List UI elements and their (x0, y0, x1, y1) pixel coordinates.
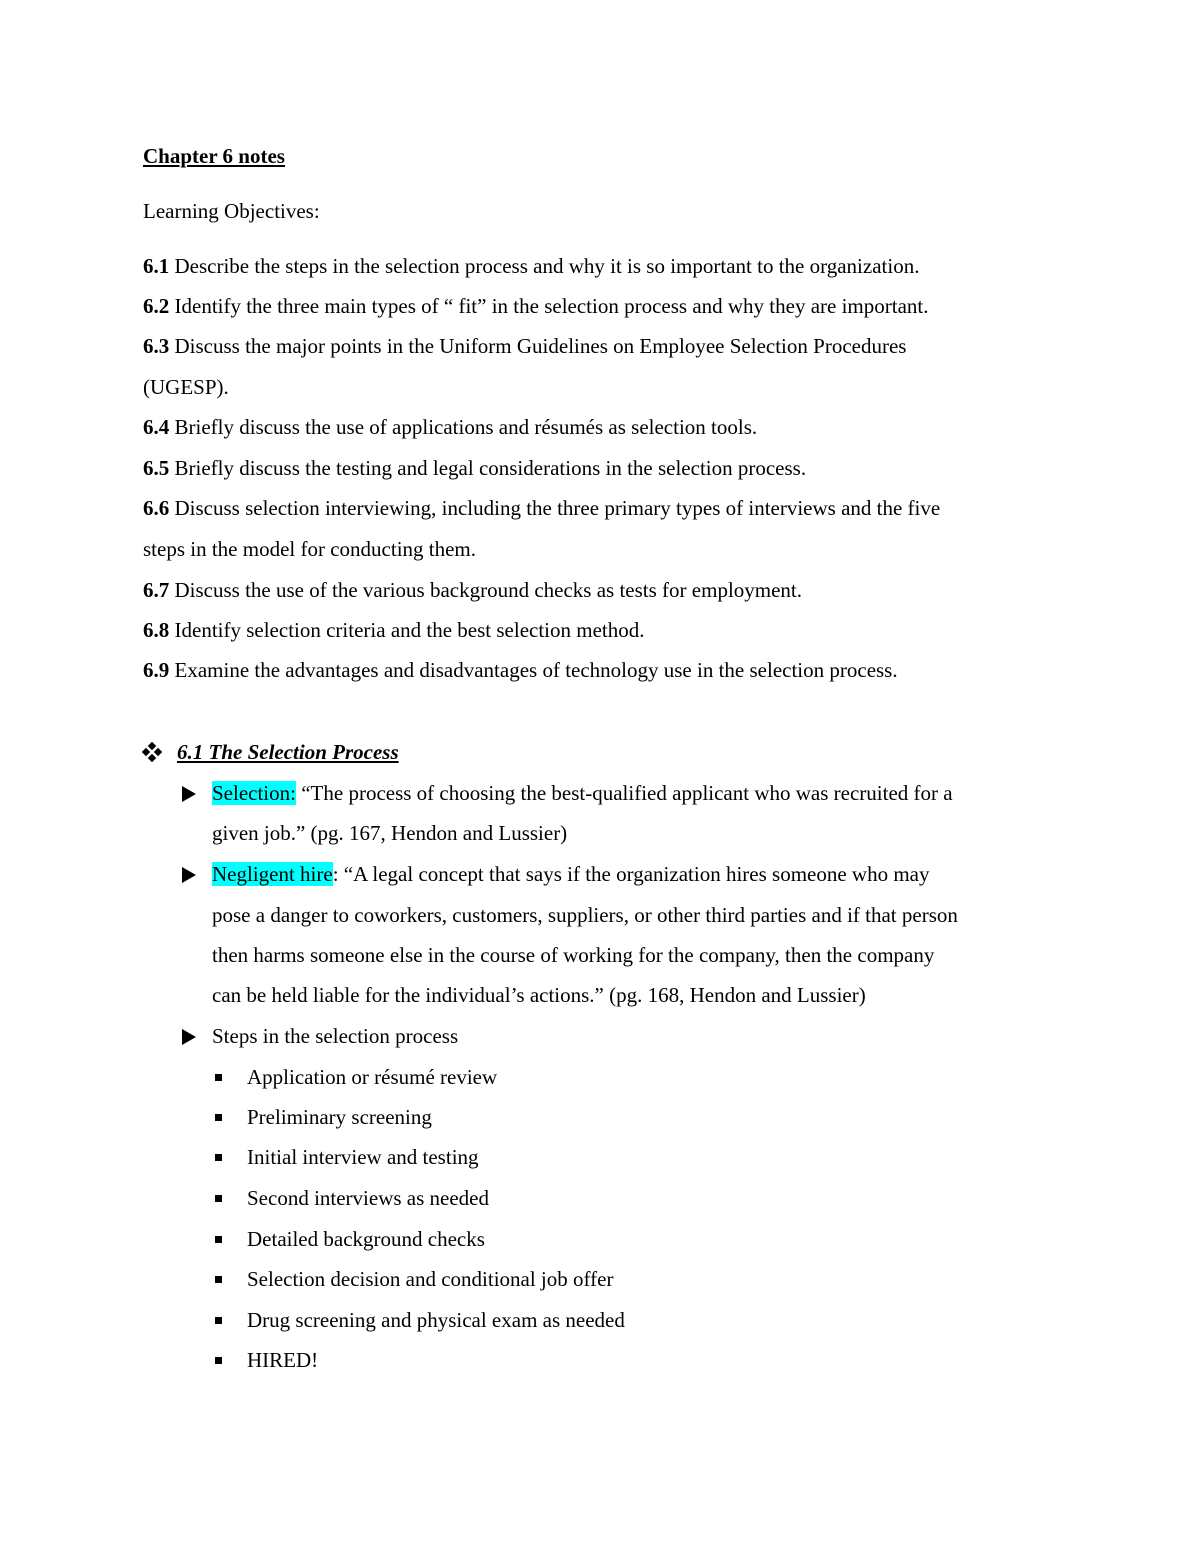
square-bullet-icon (215, 1226, 222, 1252)
step-item: Detailed background checks (247, 1227, 485, 1251)
step-item: Selection decision and conditional job offer (247, 1267, 614, 1291)
objective-6-3 (143, 333, 906, 359)
square-bullet-icon (215, 1307, 222, 1333)
selection-definition-text: “The process of choosing the best-qualified applicant who was recruited for a (295, 781, 953, 805)
page-title: Chapter 6 notes (143, 144, 285, 168)
negligent-hire-definition (212, 861, 930, 887)
objectives-label: Learning Objectives: (143, 199, 320, 223)
objective-number: 6.5 (143, 456, 170, 480)
objective-6-6-continued: steps in the model for conducting them. (143, 537, 477, 561)
negligent-hire-continued-3: can be held liable for the individual’s actions.” (pg. 168, Hendon and Lussier) (212, 983, 866, 1007)
objective-text: Discuss selection interviewing, including the three primary types of interviews and the five (169, 496, 941, 520)
objective-number: 6.9 (143, 658, 170, 682)
objective-6-2 (143, 293, 929, 319)
arrow-bullet-icon (182, 780, 196, 806)
selection-definition (212, 780, 953, 806)
steps-label: Steps in the selection process (212, 1024, 459, 1048)
negligent-hire-continued-2: then harms someone else in the course of working for the company, then the company (212, 943, 935, 967)
square-bullet-icon (215, 1104, 222, 1130)
selection-definition-continued: given job.” (pg. 167, Hendon and Lussier) (212, 821, 568, 845)
step-item: Drug screening and physical exam as needed (247, 1308, 625, 1332)
square-bullet-icon (215, 1064, 222, 1090)
selection-term: Selection: (212, 781, 296, 805)
objective-number: 6.8 (143, 618, 170, 642)
section-heading: 6.1 The Selection Process (177, 740, 399, 764)
objective-6-1 (143, 253, 919, 279)
diamond-bullet-icon (143, 739, 161, 765)
objective-number: 6.3 (143, 334, 170, 358)
objective-6-5 (143, 455, 806, 481)
objective-6-9 (143, 657, 898, 683)
arrow-bullet-icon (182, 861, 196, 887)
objective-text: Identify selection criteria and the best selection method. (169, 618, 645, 642)
objective-text: Discuss the major points in the Uniform Guidelines on Employee Selection Procedures (169, 334, 907, 358)
objective-text: Examine the advantages and disadvantages of technology use in the selection process. (169, 658, 898, 682)
square-bullet-icon (215, 1347, 222, 1373)
objective-6-3-continued: (UGESP). (143, 375, 229, 399)
objective-text: Briefly discuss the use of applications and résumés as selection tools. (169, 415, 758, 439)
square-bullet-icon (215, 1144, 222, 1170)
objective-number: 6.1 (143, 254, 170, 278)
objective-text: Identify the three main types of “ fit” in the selection process and why they are important. (169, 294, 929, 318)
square-bullet-icon (215, 1185, 222, 1211)
objective-number: 6.6 (143, 496, 170, 520)
negligent-hire-continued-1: pose a danger to coworkers, customers, suppliers, or other third parties and if that person (212, 903, 958, 927)
step-item: HIRED! (247, 1348, 319, 1372)
objective-6-6 (143, 495, 940, 521)
negligent-hire-term: Negligent hire (212, 862, 333, 886)
objective-number: 6.2 (143, 294, 170, 318)
step-item: Initial interview and testing (247, 1145, 479, 1169)
step-item: Application or résumé review (247, 1065, 498, 1089)
objective-number: 6.7 (143, 578, 170, 602)
objective-6-7 (143, 577, 802, 603)
step-item: Second interviews as needed (247, 1186, 490, 1210)
square-bullet-icon (215, 1266, 222, 1292)
objective-6-4 (143, 414, 757, 440)
objective-text: Discuss the use of the various background checks as tests for employment. (169, 578, 803, 602)
negligent-hire-text: : “A legal concept that says if the organization hires someone who may (332, 862, 930, 886)
objective-text: Briefly discuss the testing and legal considerations in the selection process. (169, 456, 807, 480)
objective-number: 6.4 (143, 415, 170, 439)
objective-text: Describe the steps in the selection process and why it is so important to the organization. (169, 254, 920, 278)
objective-6-8 (143, 617, 645, 643)
arrow-bullet-icon (182, 1023, 196, 1049)
step-item: Preliminary screening (247, 1105, 432, 1129)
